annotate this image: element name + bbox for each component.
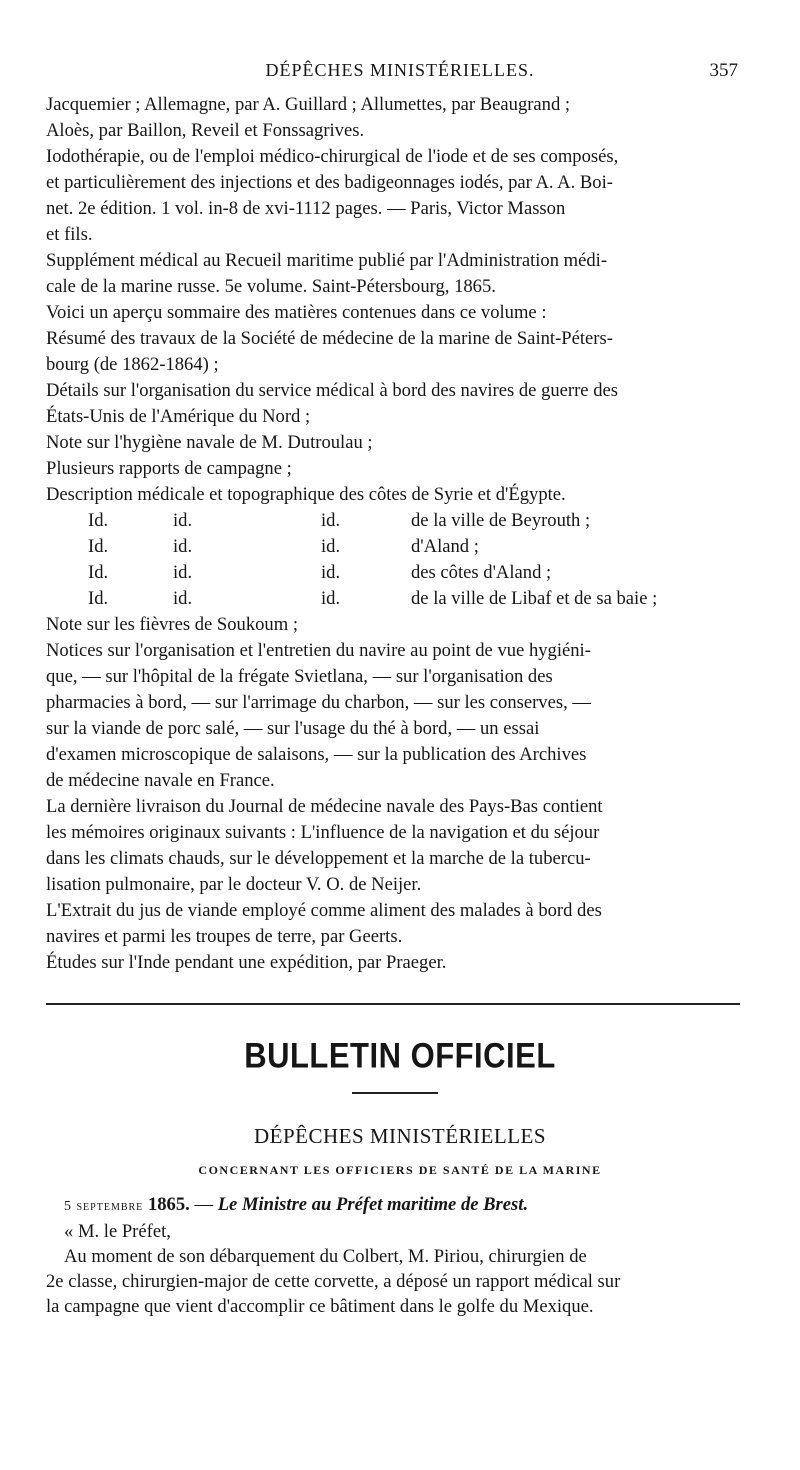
- text-line: Description médicale et topographique des côtes de Syrie et d'Égypte.: [46, 484, 566, 505]
- id-cell: id.: [321, 510, 341, 531]
- entry-resume: [46, 326, 740, 378]
- text-line: de médecine navale en France.: [46, 770, 275, 791]
- page-number: 357: [709, 60, 738, 81]
- text-line: sur la viande de porc salé, — sur l'usage du thé à bord, — un essai: [46, 718, 540, 739]
- text-line: d'examen microscopique de salaisons, — sur la publication des Archives: [46, 744, 587, 765]
- text-line: Note sur les fièvres de Soukoum ;: [46, 614, 299, 635]
- entry-note-hygiene: [46, 430, 740, 456]
- text-line: L'Extrait du jus de viande employé comme aliment des malades à bord des: [46, 900, 602, 921]
- entry-fievres: [46, 612, 740, 638]
- entry-etudes: [46, 950, 740, 976]
- text-line: et particulièrement des injections et des badigeonnages iodés, par A. A. Boi-: [46, 172, 613, 193]
- text-line: Iodothérapie, ou de l'emploi médico-chirurgical de l'iode et de ses composés,: [46, 146, 619, 167]
- text-line: Notices sur l'organisation et l'entretien du navire au point de vue hygiéni-: [46, 640, 591, 661]
- id-cell: id.: [173, 536, 193, 557]
- text-line: États-Unis de l'Amérique du Nord ;: [46, 406, 311, 427]
- entry-jacquemier: [46, 92, 740, 144]
- text-line: Détails sur l'organisation du service médical à bord des navires de guerre des: [46, 380, 618, 401]
- id-cell: id.: [321, 588, 341, 609]
- text-line: que, — sur l'hôpital de la frégate Svietlana, — sur l'organisation des: [46, 666, 553, 687]
- id-cell: id.: [173, 510, 193, 531]
- text-line: La dernière livraison du Journal de médecine navale des Pays-Bas contient: [46, 796, 603, 817]
- id-cell: Id.: [88, 588, 109, 609]
- salutation: « M. le Préfet,: [64, 1221, 171, 1242]
- text-line: 2e classe, chirurgien-major de cette corvette, a déposé un rapport médical sur: [46, 1271, 621, 1292]
- id-cell: Id.: [88, 562, 109, 583]
- bulletin-title: BULLETIN OFFICIEL: [244, 1035, 556, 1076]
- text-line: cale de la marine russe. 5e volume. Saint-Pétersbourg, 1865.: [46, 276, 496, 297]
- dateline: [46, 1192, 740, 1219]
- dispatch-heading: Le Ministre au Préfet maritime de Brest.: [217, 1194, 529, 1215]
- dispatch-date: 5 septembre: [64, 1199, 144, 1214]
- subsection-title: CONCERNANT LES OFFICIERS DE SANTÉ DE LA MARINE: [198, 1163, 602, 1177]
- text-line: Note sur l'hygiène navale de M. Dutroulau ;: [46, 432, 373, 453]
- id-row: [46, 534, 740, 560]
- id-row: [46, 560, 740, 586]
- id-cell: Id.: [88, 510, 109, 531]
- dateline-dash: —: [194, 1194, 214, 1215]
- text-line: Résumé des travaux de la Société de médecine de la marine de Saint-Péters-: [46, 328, 613, 349]
- text-line: lisation pulmonaire, par le docteur V. O. de Neijer.: [46, 874, 422, 895]
- text-line: la campagne que vient d'accomplir ce bâtiment dans le golfe du Mexique.: [46, 1296, 594, 1317]
- id-row: [46, 508, 740, 534]
- entry-extrait: [46, 898, 740, 950]
- entry-apercu: [46, 300, 740, 326]
- text-line: Plusieurs rapports de campagne ;: [46, 458, 292, 479]
- section-title: DÉPÊCHES MINISTÉRIELLES: [253, 1124, 547, 1148]
- text-line: Au moment de son débarquement du Colbert, M. Piriou, chirurgien de: [64, 1246, 587, 1267]
- text-line: Jacquemier ; Allemagne, par A. Guillard ; Allumettes, par Beaugrand ;: [46, 94, 571, 115]
- id-cell: id.: [321, 562, 341, 583]
- id-cell: id.: [173, 562, 193, 583]
- id-row: [46, 586, 740, 612]
- title-rule: [352, 1092, 438, 1094]
- id-cell-text: de la ville de Beyrouth ;: [411, 510, 591, 531]
- id-cell: id.: [173, 588, 193, 609]
- text-line: bourg (de 1862-1864) ;: [46, 354, 219, 375]
- text-line: dans les climats chauds, sur le développement et la marche de la tubercu-: [46, 848, 591, 869]
- text-line: navires et parmi les troupes de terre, par Geerts.: [46, 926, 403, 947]
- section-divider: [46, 1003, 740, 1005]
- text-line: pharmacies à bord, — sur l'arrimage du charbon, — sur les conserves, —: [46, 692, 591, 713]
- id-cell-text: de la ville de Libaf et de sa baie ;: [411, 588, 658, 609]
- id-cell-text: des côtes d'Aland ;: [411, 562, 552, 583]
- entry-rapports: [46, 456, 740, 482]
- text-line: Études sur l'Inde pendant une expédition, par Praeger.: [46, 952, 447, 973]
- entry-journal-pays-bas: [46, 794, 740, 898]
- entry-description: [46, 482, 740, 508]
- entry-notices: [46, 638, 740, 794]
- text-line: et fils.: [46, 224, 93, 245]
- text-line: net. 2e édition. 1 vol. in-8 de xvi-1112 pages. — Paris, Victor Masson: [46, 198, 566, 219]
- id-cell: Id.: [88, 536, 109, 557]
- running-title: DÉPÊCHES MINISTÉRIELLES.: [265, 60, 535, 80]
- text-line: Aloès, par Baillon, Reveil et Fonssagrives.: [46, 120, 365, 141]
- id-cell-text: d'Aland ;: [411, 536, 479, 557]
- bibliography-section: [46, 92, 740, 976]
- text-line: les mémoires originaux suivants : L'influence de la navigation et du séjour: [46, 822, 600, 843]
- id-cell: id.: [321, 536, 341, 557]
- dispatch-letter: [46, 1192, 740, 1319]
- entry-iodotherapie: [46, 144, 740, 248]
- text-line: Supplément médical au Recueil maritime publié par l'Administration médi-: [46, 250, 608, 271]
- text-line: Voici un aperçu sommaire des matières contenues dans ce volume :: [46, 302, 547, 323]
- dispatch-year: 1865.: [147, 1194, 190, 1215]
- entry-supplement-medical: [46, 248, 740, 300]
- entry-details: [46, 378, 740, 430]
